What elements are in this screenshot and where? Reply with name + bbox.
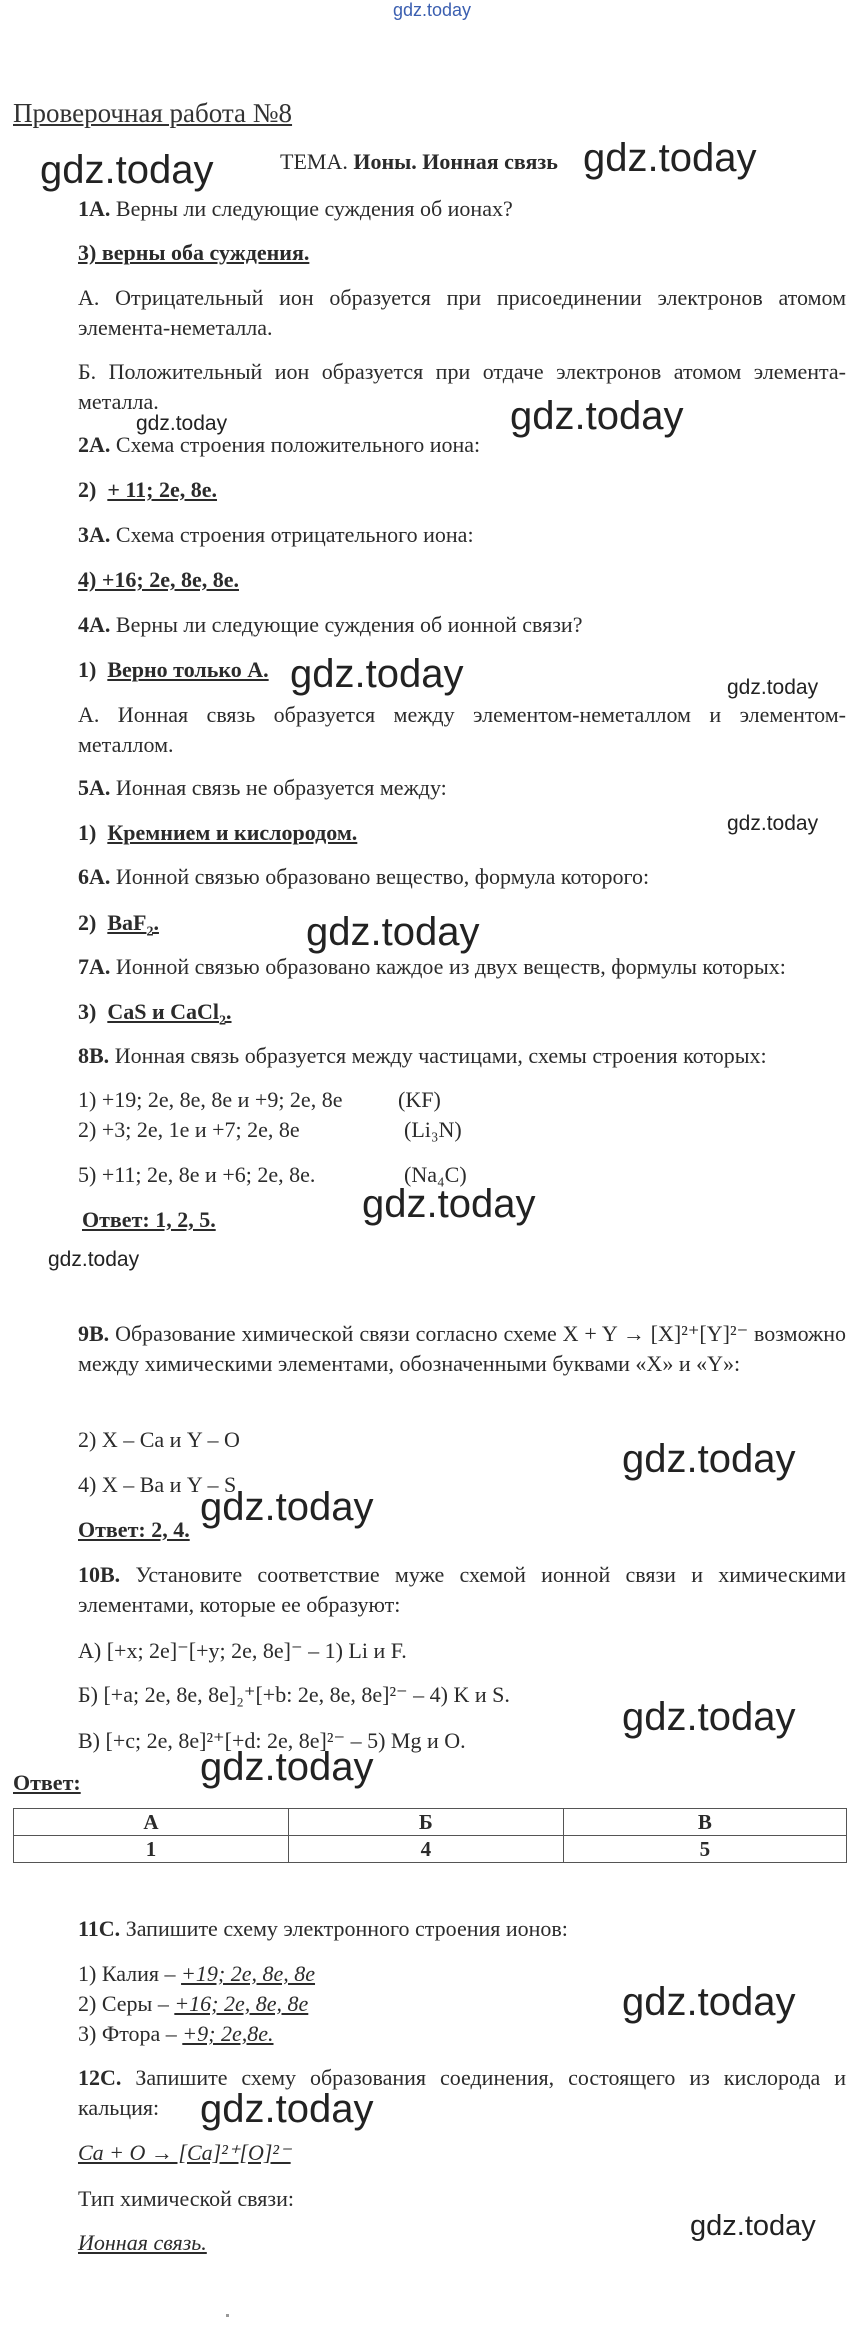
answer-6 (78, 908, 159, 947)
q9-option: 2) X – Ca и Y – O (78, 1427, 240, 1452)
topic-prefix: ТЕМА. (280, 149, 348, 174)
scan-dot (226, 2314, 229, 2317)
watermark: gdz.today (290, 652, 464, 696)
question-number: 7А. (78, 954, 111, 979)
question-number: 4А. (78, 612, 111, 637)
table-cell: 4 (288, 1836, 563, 1863)
ion-scheme: +16; 2е, 8е, 8е (174, 1991, 309, 2016)
ion-label: 3) Фтора – (78, 2021, 177, 2046)
q11-item (78, 2019, 274, 2049)
answer-number: 2) (78, 910, 97, 935)
table-cell: 5 (563, 1836, 846, 1863)
answer-number: 3) (78, 999, 97, 1024)
q11-item (78, 1989, 308, 2019)
question-6 (78, 862, 649, 892)
question-text: Ионной связью образовано вещество, формула которого: (115, 864, 650, 889)
answer-number: 1) (78, 657, 97, 682)
question-text: Установите соответствие муже схемой ионной связи и химическими элементами, которые ее образуют: (78, 1562, 847, 1617)
answer-9: Ответ: 2, 4. (78, 1517, 190, 1542)
answer-number: 2) (78, 477, 97, 502)
question-number: 1А. (78, 196, 111, 221)
table-header-cell: В (563, 1809, 846, 1836)
table-cell: 1 (14, 1836, 289, 1863)
answer-number: 1) (78, 820, 97, 845)
watermark: gdz.today (622, 1695, 796, 1739)
q8-item-formula: (Li₃N) (404, 1117, 462, 1142)
question-number: 10В. (78, 1562, 121, 1587)
statement-b: Б. Положительный ион образуется при отдаче электронов атомом элемента-металла. (78, 359, 846, 414)
question-text: Ионная связь образуется между частицами, схемы строения которых: (114, 1043, 767, 1068)
watermark: gdz.today (690, 2210, 816, 2242)
question-text: Ионная связь не образуется между: (115, 775, 447, 800)
ion-scheme: +19; 2е, 8е, 8е (181, 1961, 316, 1986)
question-number: 9В. (78, 1321, 110, 1346)
top-watermark: gdz.today (393, 0, 472, 20)
answer-value: CaS и CaCl$_2$. (107, 999, 232, 1029)
watermark: gdz.today (306, 910, 480, 954)
answer-5 (78, 818, 357, 848)
watermark: gdz.today (727, 676, 819, 699)
q10-line: А) [+x; 2e]⁻[+y; 2e, 8e]⁻ – 1) Li и F. (78, 1638, 407, 1663)
ion-label: 2) Серы – (78, 1991, 169, 2016)
answer-value: Кремнием и кислородом. (107, 820, 358, 845)
statement-a: А. Отрицательный ион образуется при присоединении электронов атомом элемента-неметалла. (78, 285, 846, 340)
q8-item: 1) +19; 2е, 8е, 8е и +9; 2е, 8е (78, 1087, 343, 1112)
question-7 (78, 952, 786, 982)
ion-label: 1) Калия – (78, 1961, 176, 1986)
page-title: Проверочная работа №8 (13, 98, 293, 128)
question-3 (78, 520, 474, 550)
answer-1: 3) верны оба суждения. (78, 240, 310, 265)
table-header-row (14, 1809, 847, 1836)
answer-value: + 11; 2е, 8е. (107, 477, 218, 502)
q8-item-formula: (KF) (398, 1087, 441, 1112)
question-12 (78, 2063, 846, 2123)
question-number: 12С. (78, 2065, 122, 2090)
table-header-cell: А (14, 1809, 289, 1836)
question-8 (78, 1041, 767, 1071)
question-5 (78, 773, 447, 803)
answer-7 (78, 997, 232, 1036)
question-10 (78, 1560, 846, 1620)
question-11 (78, 1914, 568, 1944)
watermark: gdz.today (136, 412, 228, 435)
q9-option: 4) X – Ba и Y – S (78, 1472, 237, 1497)
question-text: Верны ли следующие суждения об ионах? (115, 196, 513, 221)
q10-line: Б) [+a; 2e, 8e, 8e]₂⁺[+b: 2e, 8e, 8e]²⁻ – 4) K и S. (78, 1682, 510, 1707)
answer-label: Ответ: (13, 1770, 81, 1795)
question-2 (78, 430, 480, 460)
watermark: gdz.today (622, 1437, 796, 1481)
answer-3: 4) +16; 2е, 8е, 8е. (78, 567, 239, 592)
bond-type-label: Тип химической связи: (78, 2186, 294, 2211)
q8-item: 2) +3; 2е, 1е и +7; 2е, 8е (78, 1117, 300, 1142)
statement-a: А. Ионная связь образуется между элементом-неметаллом и элементом-металлом. (78, 702, 846, 757)
answer-table (13, 1808, 847, 1863)
question-9 (78, 1319, 846, 1379)
watermark: gdz.today (510, 394, 684, 438)
q8-item: 5) +11; 2е, 8е и +6; 2е, 8е. (78, 1162, 316, 1187)
question-number: 2А. (78, 432, 111, 457)
watermark: gdz.today (622, 1980, 796, 2024)
answer-8: Ответ: 1, 2, 5. (82, 1207, 216, 1232)
answer-value: Верно только А. (107, 657, 269, 682)
q10-line: В) [+c; 2e, 8e]²⁺[+d: 2e, 8e]²⁻ – 5) Mg и O. (78, 1728, 466, 1753)
q8-item-formula: (Na₄C) (404, 1162, 467, 1187)
formation-scheme: Ca + O → [Ca]²⁺[O]²⁻ (78, 2140, 291, 2165)
watermark: gdz.today (727, 812, 819, 835)
answer-2 (78, 475, 217, 505)
bond-type-value: Ионная связь. (78, 2230, 207, 2255)
watermark: gdz.today (583, 136, 757, 180)
question-text: Схема строения отрицательного иона: (115, 522, 474, 547)
watermark: gdz.today (200, 1745, 374, 1789)
watermark: gdz.today (48, 1248, 140, 1271)
watermark: gdz.today (362, 1182, 536, 1226)
answer-value: BaF$_2$. (107, 910, 159, 940)
question-4 (78, 610, 582, 640)
question-text: Запишите схему электронного строения ионов: (125, 1916, 568, 1941)
table-row (14, 1836, 847, 1863)
watermark: gdz.today (200, 1485, 374, 1529)
q11-item (78, 1959, 315, 1989)
topic-title: Ионы. Ионная связь (353, 149, 558, 174)
question-1 (78, 194, 513, 224)
question-number: 11С. (78, 1916, 121, 1941)
question-text: Запишите схему образования соединения, состоящего из кислорода и кальция: (78, 2065, 846, 2120)
ion-scheme: +9; 2е,8е. (182, 2021, 274, 2046)
question-text: Образование химической связи согласно схеме X + Y → [X]²⁺[Y]²⁻ возможно между химическими элементами, обозначенными буквами «X» и «Y»: (78, 1321, 847, 1376)
watermark: gdz.today (40, 148, 214, 192)
watermark: gdz.today (200, 2087, 374, 2131)
question-number: 6А. (78, 864, 111, 889)
question-text: Верны ли следующие суждения об ионной связи? (115, 612, 583, 637)
table-header-cell: Б (288, 1809, 563, 1836)
question-text: Ионной связью образовано каждое из двух веществ, формулы которых: (115, 954, 786, 979)
question-number: 8В. (78, 1043, 110, 1068)
question-number: 5А. (78, 775, 111, 800)
answer-4 (78, 655, 269, 685)
question-number: 3А. (78, 522, 111, 547)
topic-line (280, 147, 558, 177)
question-text: Схема строения положительного иона: (115, 432, 481, 457)
